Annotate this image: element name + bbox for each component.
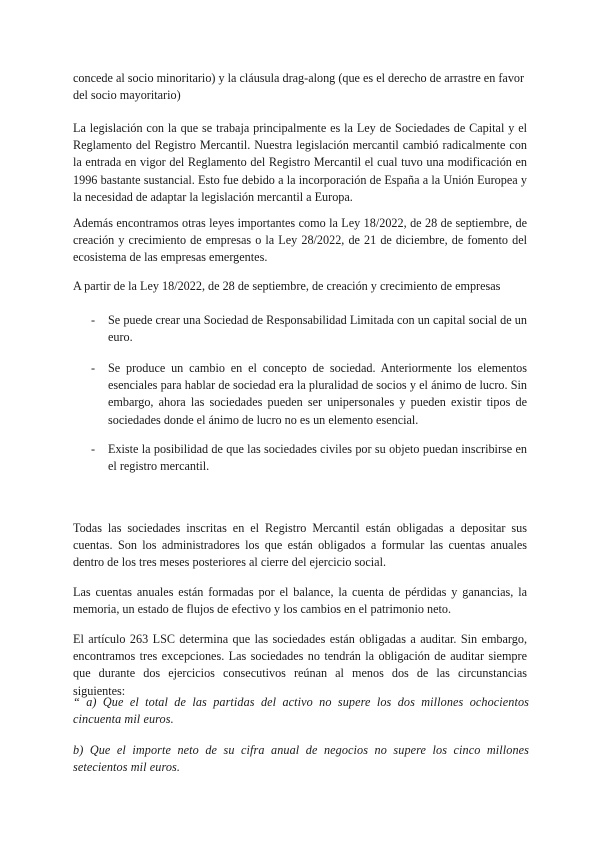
paragraph-ley-18-2022: A partir de la Ley 18/2022, de 28 de septiembre, de creación y crecimiento de empresas xyxy=(73,279,501,293)
quote-item-b: b) Que el importe neto de su cifra anual de negocios no supere los cinco millones setecientos mil euros. xyxy=(73,743,529,775)
bullet-text: Se puede crear una Sociedad de Responsabilidad Limitada con un capital social de un euro. xyxy=(108,313,527,345)
paragraph-legislacion: La legislación con la que se trabaja principalmente es la Ley de Sociedades de Capital y el Reglamento del Registro Mercantil. Nuestra legislación mercantil cambió radicalmente con la entrada en vigor del Reglamento del Registro Mercantil el cual tuvo una modificación en 1996 bastante sustancial. Esto fue debido a la incorporación de España a la Unión Europea y la necesidad de adaptar la legislación mercantil a Europa. xyxy=(73,121,527,204)
paragraph-articulo-263: El artículo 263 LSC determina que las sociedades están obligadas a auditar. Sin embargo, encontramos tres excepciones. Las sociedades no tendrán la obligación de auditar siempre que durante dos ejercicios consecutivos reúnan al menos dos de las circunstancias siguientes: xyxy=(73,632,527,698)
bullet-dash: - xyxy=(91,361,96,375)
bullet-dash: - xyxy=(91,442,96,456)
bullet-text: Existe la posibilidad de que las sociedades civiles por su objeto puedan inscribirse en el registro mercantil. xyxy=(108,442,527,474)
list-item xyxy=(91,441,527,475)
paragraph-cuentas-anuales: Las cuentas anuales están formadas por el balance, la cuenta de pérdidas y ganancias, la memoria, un estado de flujos de efectivo y los cambios en el patrimonio neto. xyxy=(73,585,527,617)
bullet-text: Se produce un cambio en el concepto de sociedad. Anteriormente los elementos esenciales para hablar de sociedad era la pluralidad de socios y el ánimo de lucro. Sin embargo, ahora las sociedades pueden ser unipersonales y pueden existir tipos de sociedades donde el ánimo de lucro no es un elemento esencial. xyxy=(108,361,527,427)
list-item xyxy=(91,312,527,346)
paragraph-drag-along: concede al socio minoritario) y la cláusula drag-along (que es el derecho de arrastre en favor del socio mayoritario) xyxy=(73,71,525,103)
list-item xyxy=(91,360,527,429)
paragraph-deposito-cuentas: Todas las sociedades inscritas en el Registro Mercantil están obligadas a depositar sus cuentas. Son los administradores los que están obligados a formular las cuentas anuales dentro de los tres meses posteriores al cierre del ejercicio social. xyxy=(73,521,527,570)
bullet-dash: - xyxy=(91,313,96,327)
quote-item-a: “ a) Que el total de las partidas del activo no supere los dos millones ochocientos cincuenta mil euros. xyxy=(73,695,529,727)
paragraph-otras-leyes: Además encontramos otras leyes importantes como la Ley 18/2022, de 28 de septiembre, de creación y crecimiento de empresas o la Ley 28/2022, de 21 de diciembre, de fomento del ecosistema de las empresas emergentes. xyxy=(73,216,527,265)
